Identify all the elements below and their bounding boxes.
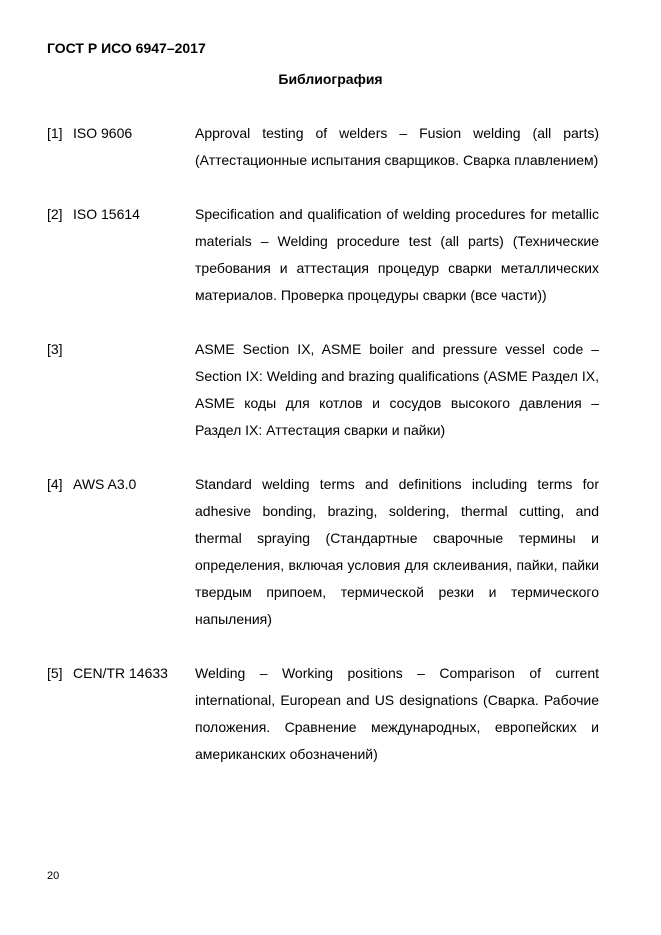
bibliography-reference — [47, 660, 195, 687]
entry-number: [2] — [47, 206, 63, 222]
bibliography-entry — [47, 120, 599, 174]
bibliography-reference — [47, 201, 195, 228]
entry-text: Approval testing of welders – Fusion welding (all parts) (Аттестационные испытания сварщиков. Сварка плавлением) — [195, 125, 599, 168]
entry-number: [4] — [47, 476, 63, 492]
section-title: Библиография — [278, 71, 383, 87]
bibliography-reference — [47, 471, 195, 498]
bibliography-reference — [47, 336, 195, 363]
entry-text: Specification and qualification of welding procedures for metallic materials – Welding procedure test (all parts) (Технические требования и аттестация процедур сварки металлических материалов. Проверка процедуры сварки (все части)) — [195, 206, 599, 303]
entry-code: ISO 9606 — [73, 125, 133, 141]
bibliography-list — [47, 120, 599, 768]
entry-code: CEN/TR 14633 — [73, 665, 168, 681]
entry-code: AWS A3.0 — [73, 476, 137, 492]
bibliography-entry — [47, 336, 599, 444]
entry-text: Welding – Working positions – Comparison of current international, European and US designations (Сварка. Рабочие положения. Сравнение международных, европейских и американских обозначений) — [195, 665, 599, 762]
entry-number: [3] — [47, 341, 63, 357]
document-header: ГОСТ Р ИСО 6947–2017 — [47, 40, 206, 56]
bibliography-entry — [47, 201, 599, 309]
entry-number: [1] — [47, 125, 63, 141]
page-number: 20 — [47, 870, 60, 882]
bibliography-reference — [47, 120, 195, 147]
bibliography-entry — [47, 471, 599, 633]
entry-number: [5] — [47, 665, 63, 681]
entry-code: ISO 15614 — [73, 206, 140, 222]
entry-text: Standard welding terms and definitions including terms for adhesive bonding, brazing, soldering, thermal cutting, and thermal spraying (Стандартные сварочные термины и определения, включая условия для склеивания, пайки, пайки твердым припоем, термической резки и термического напыления) — [195, 476, 599, 627]
bibliography-entry — [47, 660, 599, 768]
entry-text: ASME Section IX, ASME boiler and pressure vessel code – Section IX: Welding and brazing qualifications (ASME Раздел IX, ASME коды для котлов и сосудов высокого давления – Раздел IX: Аттестация сварки и пайки) — [195, 341, 599, 438]
